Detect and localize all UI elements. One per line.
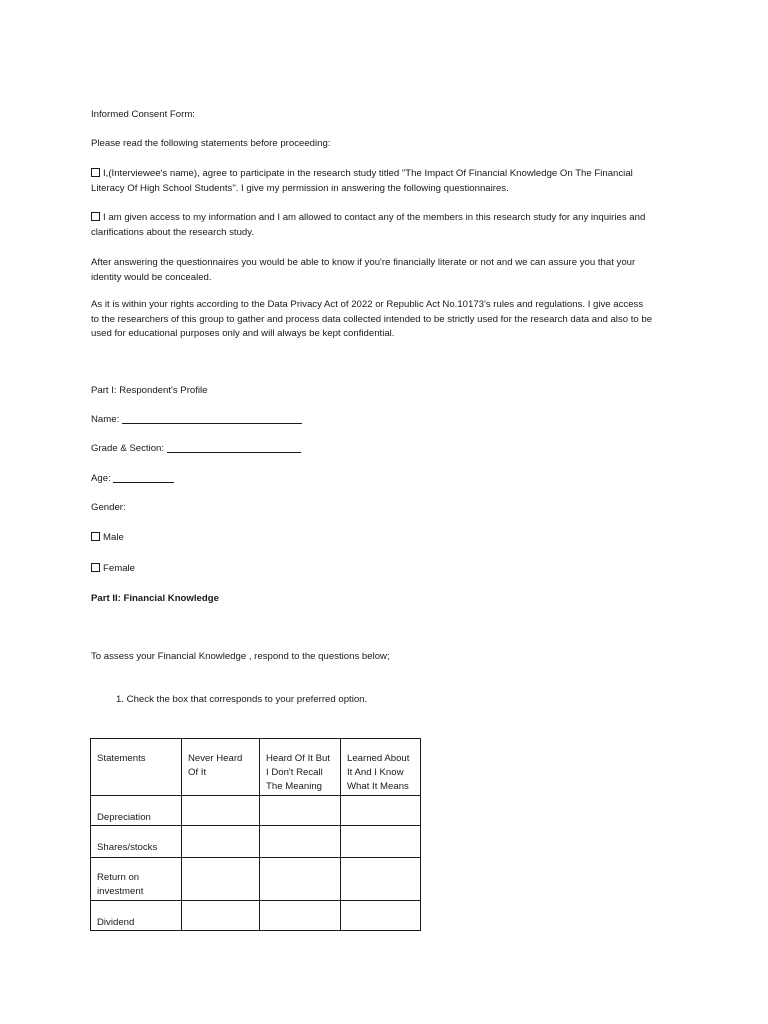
privacy-paragraph: As it is within your rights according to the Data Privacy Act of 2022 or Republic Act No.10173's rules and regulations. I give access to the researchers of this group to gather and process data collected intended to be strictly used for the research data and also to be used for educational purposes only and will always be kept confidential. [91,299,653,339]
table-header-row [91,739,421,796]
gender-option-male[interactable]: Male [91,531,124,546]
table-row [91,796,421,826]
identity-paragraph: After answering the questionnaires you would be able to know if you're financially literate or not and we can assure you that your identity would be concealed. [91,257,636,283]
grade-section-field[interactable] [167,442,301,453]
consent-2-checkbox[interactable] [91,212,100,221]
header-statements: Statements [91,739,182,796]
header-never-heard: Never Heard Of It [182,739,260,796]
option-cell[interactable] [341,826,421,858]
table-row [91,858,421,901]
grade-label: Grade & Section: [91,443,165,454]
row-label-shares: Shares/stocks [91,826,182,858]
consent-statement-2: I am given access to my information and I am allowed to contact any of the members in this research study for any inquiries and clarifications about the research study. [91,212,646,238]
name-field[interactable] [122,413,302,424]
gender-label: Gender: [91,502,126,513]
row-label-dividend: Dividend [91,901,182,931]
table-row [91,826,421,858]
header-heard-not-recall: Heard Of It But I Don't Recall The Meaning [260,739,341,796]
table-instruction: 1. Check the box that corresponds to your preferred option. [116,694,368,705]
gender-option-female[interactable]: Female [91,562,135,577]
row-label-return-on-investment: Return on investment [91,858,182,901]
option-cell[interactable] [341,858,421,901]
option-cell[interactable] [260,901,341,931]
age-row [91,472,174,487]
option-cell[interactable] [260,858,341,901]
financial-knowledge-table [90,738,421,931]
knowledge-heading: Part II: Financial Knowledge [91,593,219,604]
profile-heading: Part I: Respondent's Profile [91,385,208,396]
option-cell[interactable] [182,796,260,826]
name-label: Name: [91,414,120,425]
option-cell[interactable] [341,796,421,826]
male-checkbox[interactable] [91,532,100,541]
age-field[interactable] [113,472,174,483]
option-cell[interactable] [182,826,260,858]
form-title: Informed Consent Form: [91,109,195,120]
header-learned-know: Learned About It And I Know What It Means [341,739,421,796]
row-label-depreciation: Depreciation [91,796,182,826]
knowledge-intro: To assess your Financial Knowledge , respond to the questions below; [91,651,390,662]
option-cell[interactable] [341,901,421,931]
option-cell[interactable] [182,858,260,901]
consent-statement-1: I,(Interviewee's name), agree to participate in the research study titled "The Impact Of Financial Knowledge On The Financial Literacy Of High School Students". I give my permission in answering the following questionnaires. [91,168,633,194]
form-intro: Please read the following statements before proceeding: [91,138,331,149]
option-cell[interactable] [260,826,341,858]
table-row [91,901,421,931]
female-checkbox[interactable] [91,563,100,572]
option-cell[interactable] [260,796,341,826]
option-cell[interactable] [182,901,260,931]
age-label: Age: [91,473,111,484]
name-row [91,413,302,428]
consent-1-checkbox[interactable] [91,168,100,177]
grade-row [91,442,301,457]
